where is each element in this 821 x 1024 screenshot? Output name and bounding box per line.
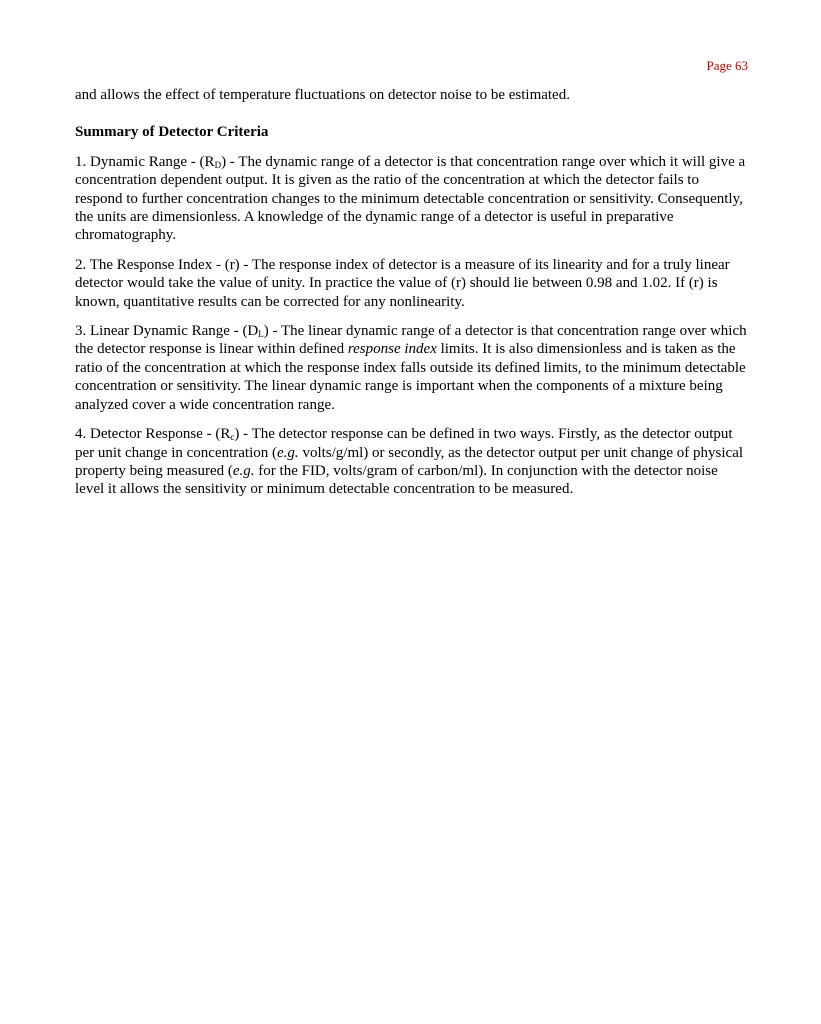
- criterion-subscript: c: [230, 432, 235, 443]
- criterion-text-middle: volts/g/ml) or secondly, as the detector output per unit change of physical property being measured (: [75, 444, 744, 479]
- criterion-subscript: D: [214, 159, 222, 170]
- criterion-response-index: 2. The Response Index - (r) - The response index of detector is a measure of its linearity and for a truly linear detector would take the value of unity. In practice the value of (r) should lie between 0.98 and 1.02. If (r) is known, quantitative results can be corrected for any nonlinearity.: [75, 256, 730, 310]
- criterion-subscript: L: [258, 329, 264, 340]
- criterion-detector-response: [75, 425, 747, 499]
- criterion-prefix: 3. Linear Dynamic Range - (D: [75, 323, 259, 340]
- criterion-text: ) - The detector response can be defined in two ways. Firstly, as the detector output per unit change in concentration (: [75, 426, 733, 461]
- section-heading: Summary of Detector Criteria: [75, 124, 269, 141]
- page-number: Page 63: [706, 58, 748, 73]
- criterion-text-end: for the FID, volts/gram of carbon/ml). In conjunction with the detector noise level it allows the sensitivity or minimum detectable concentration to be measured.: [75, 462, 718, 498]
- criterion-linear-dynamic-range: [75, 322, 747, 414]
- criterion-eg-1: e.g.: [277, 444, 299, 461]
- document-body: [75, 86, 747, 510]
- criterion-text: ) - The linear dynamic range of a detector is that concentration range over which the detector response is linear within defined: [75, 323, 747, 358]
- criterion-text-end: limits. It is also dimensionless and is taken as the ratio of the concentration at which the response index falls outside its defined limits, to the minimum detectable concentration or sensitivity. The linear dynamic range is important when the components of a mixture being analyzed cover a wide concentration range.: [75, 341, 746, 413]
- criterion-dynamic-range: [75, 153, 747, 245]
- criterion-text: ) - The dynamic range of a detector is that concentration range over which it will give a concentration dependent output. It is given as the ratio of the concentration at which the detector fails to respond to further concentration changes to the minimum detectable concentration or sensitivity. Consequently, the units are dimensionless. A knowledge of the dynamic range of a detector is useful in preparative chromatography.: [75, 153, 746, 244]
- intro-paragraph: and allows the effect of temperature fluctuations on detector noise to be estimated.: [75, 87, 570, 103]
- criterion-prefix: 1. Dynamic Range - (R: [75, 153, 215, 170]
- criterion-eg-2: e.g.: [232, 462, 255, 479]
- criterion-prefix: 4. Detector Response - (R: [75, 426, 231, 443]
- criterion-emphasis: response index: [347, 341, 437, 358]
